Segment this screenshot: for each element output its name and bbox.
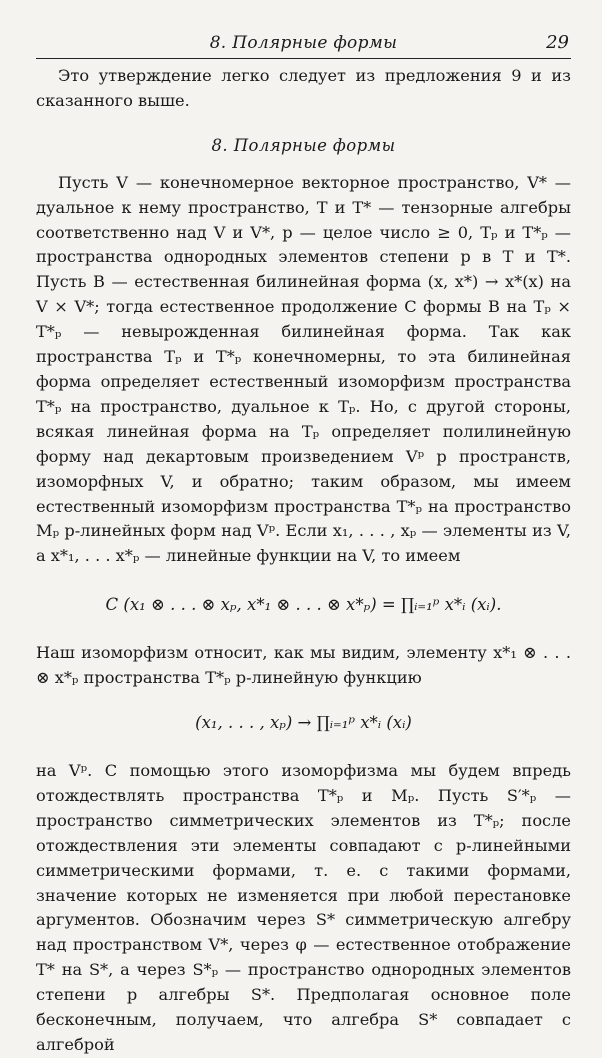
- display-formula-1: C (x₁ ⊗ . . . ⊗ xₚ, x*₁ ⊗ . . . ⊗ x*ₚ) = ∏ᵢ₌₁ᵖ x*ᵢ (xᵢ).: [105, 595, 502, 615]
- page-body: [36, 64, 571, 1058]
- display-formula-2: (x₁, . . . , xₚ) → ∏ᵢ₌₁ᵖ x*ᵢ (xᵢ): [195, 713, 412, 733]
- paragraph-2: Наш изоморфизм относит, как мы видим, элементу x*₁ ⊗ . . . ⊗ x*ₚ пространства T*ₚ p-линейную функцию: [36, 643, 571, 688]
- paragraph-1: Пусть V — конечномерное векторное пространство, V* — дуальное к нему пространство, T и T* — тензорные алгебры соответственно над V и V*, p — целое число ≥ 0, Tₚ и T*ₚ — пространства однородных элементов степени p в T и T*. Пусть B — естественная билинейная форма (x, x*) → x*(x) на V × V*; тогда естественное продолжение C формы B на Tₚ × T*ₚ — невырожденная билинейная форма. Так как пространства Tₚ и T*ₚ конечномерны, то эта билинейная форма определяет естественный изоморфизм пространства T*ₚ на пространство, дуальное к Tₚ. Но, с другой стороны, всякая линейная форма на Tₚ определяет полилинейную форму над декартовым произведением Vᵖ p пространств, изоморфных V, и обратно; таким образом, мы имеем естественный изоморфизм пространства T*ₚ на пространство Mₚ p-линейных форм над Vᵖ. Если x₁, . . . , xₚ — элементы из V, а x*₁, . . . x*ₚ — линейные функции на V, то имеем: [36, 172, 571, 566]
- running-header: [36, 30, 571, 59]
- paragraph-3: на Vᵖ. С помощью этого изоморфизма мы будем впредь отождествлять пространства T*ₚ и Mₚ. Пусть S′*ₚ — пространство симметрических элементов из T*ₚ; после отождествления эти элементы совпадают с p-линейными симметрическими формами, т. е. с такими формами, значение которых не изменяется при любой перестановке аргументов. Обозначим через S* симметрическую алгебру над пространством V*, через φ — естественное отображение T* на S*, а через S*ₚ — пространство однородных элементов степени p алгебры S*. Предполагая основное поле бесконечным, получаем, что алгебра S* совпадает с алгеброй: [36, 761, 571, 1054]
- running-header-title: 8. Полярные формы: [209, 33, 398, 53]
- intro-paragraph: Это утверждение легко следует из предложения 9 и из сказанного выше.: [36, 66, 571, 110]
- page-number: 29: [546, 32, 569, 53]
- section-heading: 8. Полярные формы: [211, 135, 396, 155]
